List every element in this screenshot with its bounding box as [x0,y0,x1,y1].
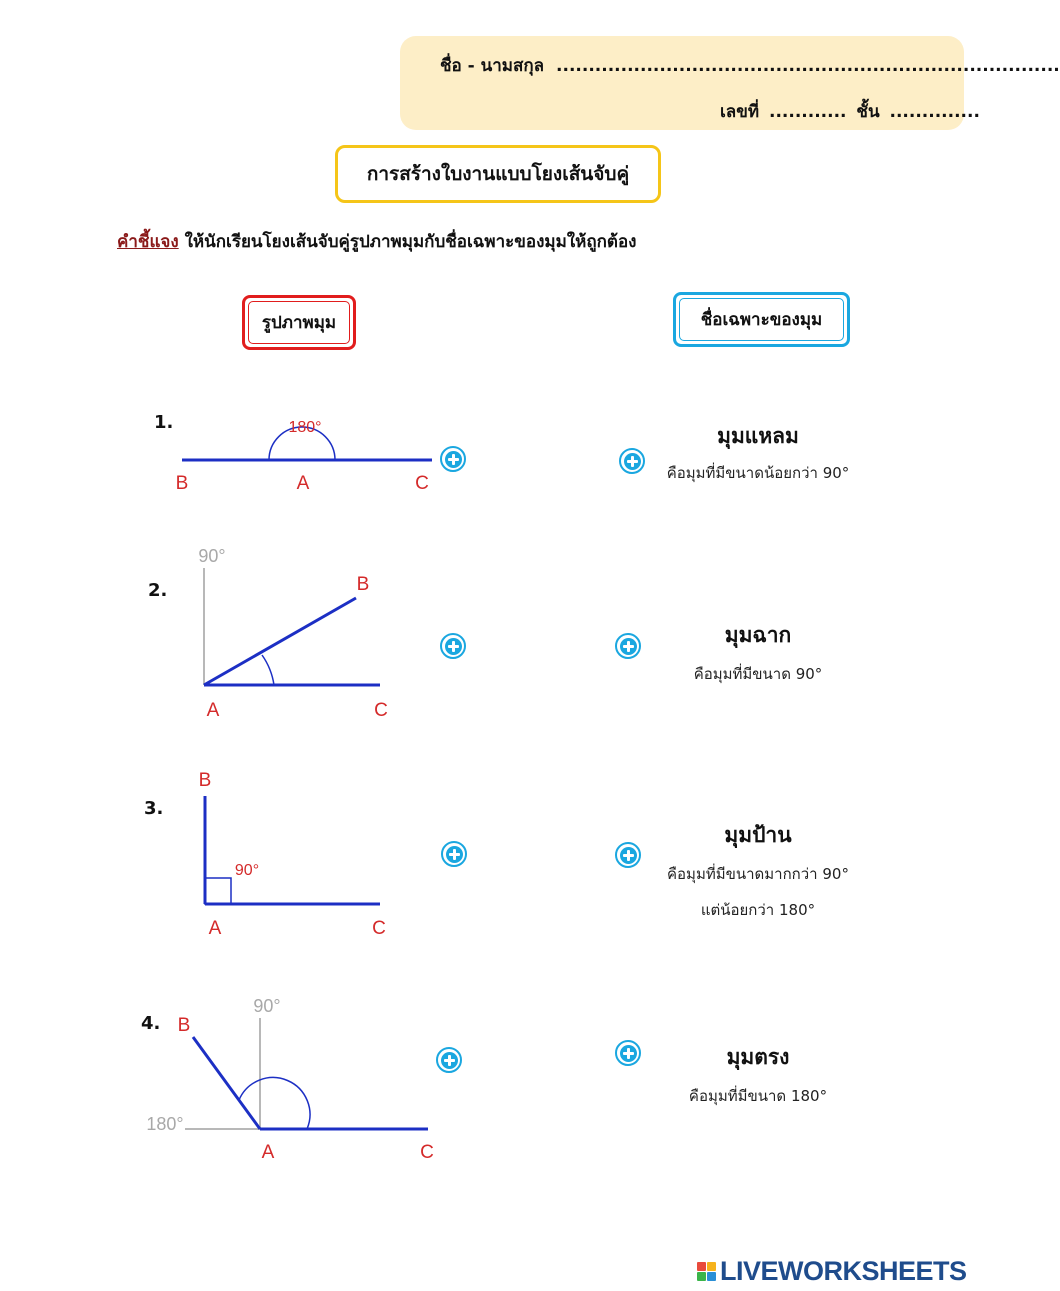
angle-description: คือมุมที่มีขนาดน้อยกว่า 90° [666,464,850,482]
angle-arc [262,655,274,685]
name-dots[interactable]: .............................................................................. [556,56,1060,76]
point-b-label: B [356,574,370,595]
point-a-label: A [296,473,310,494]
right-angle-mark [205,878,231,904]
degree-top-label: 90° [253,996,281,1016]
plus-circle-icon[interactable] [440,633,466,659]
plus-circle-icon[interactable] [441,841,467,867]
answer-item [648,619,868,686]
straight-angle-figure [176,419,432,494]
angle-name: มุมแหลม [717,424,799,448]
left-column-label: รูปภาพมุม [261,313,337,333]
liveworksheets-logo-icon [697,1262,716,1281]
point-a-label: A [208,918,222,939]
degree-label: 90° [198,546,226,566]
ray-ab [204,598,356,685]
plus-circle-icon[interactable] [615,1040,641,1066]
point-b-label: B [177,1015,191,1036]
answer-item [648,1041,868,1108]
plus-circle-icon[interactable] [615,842,641,868]
point-c-label: C [420,1142,434,1163]
angle-name: มุมฉาก [724,623,792,647]
class-label: ชั้น [856,102,880,122]
item-number: 3. [144,798,164,819]
class-dots[interactable]: .............. [889,102,980,122]
plus-circle-icon[interactable] [436,1047,462,1073]
point-b-label: B [198,770,212,791]
ray-ab [193,1037,260,1129]
right-column-label: ชื่อเฉพาะของมุม [700,310,823,330]
angle-description: คือมุมที่มีขนาดมากกว่า 90° [667,865,849,883]
right-angle-figure [199,770,386,939]
point-c-label: C [374,700,388,721]
answer-item [648,819,868,922]
angle-arc [239,1078,310,1129]
number-dots[interactable]: ............ [768,102,847,122]
plus-circle-icon[interactable] [440,446,466,472]
plus-circle-icon[interactable] [615,633,641,659]
item-number: 4. [141,1013,161,1034]
acute-angle-figure [198,546,387,721]
plus-circle-icon[interactable] [619,448,645,474]
point-c-label: C [415,473,429,494]
angle-description: คือมุมที่มีขนาด 180° [688,1087,828,1105]
logo-text: LIVEWORKSHEETS [720,1256,967,1286]
point-a-label: A [206,700,220,721]
obtuse-angle-figure [146,996,433,1163]
answer-item [648,420,868,485]
degree-label: 180° [288,419,322,436]
degree-label: 90° [234,862,260,879]
item-number: 1. [154,412,174,433]
point-b-label: B [175,473,189,494]
degree-left-label: 180° [146,1114,184,1134]
point-c-label: C [372,918,386,939]
instruction-label: คำชี้แจง [117,232,179,252]
point-a-label: A [261,1142,275,1163]
item-number: 2. [148,580,168,601]
instruction-text: ให้นักเรียนโยงเส้นจับคู่รูปภาพมุมกับชื่อเฉพาะของมุมให้ถูกต้อง [178,232,637,252]
angle-name: มุมตรง [726,1045,790,1069]
name-label: ชื่อ - นามสกุล [440,56,545,76]
title-text: การสร้างใบงานแบบโยงเส้นจับคู่ [366,163,630,185]
angle-description: คือมุมที่มีขนาด 90° [693,665,823,683]
angle-description: แต่น้อยกว่า 180° [700,901,816,919]
angle-name: มุมป้าน [724,823,792,847]
liveworksheets-logo [697,1256,967,1287]
number-label: เลขที่ [720,102,760,122]
